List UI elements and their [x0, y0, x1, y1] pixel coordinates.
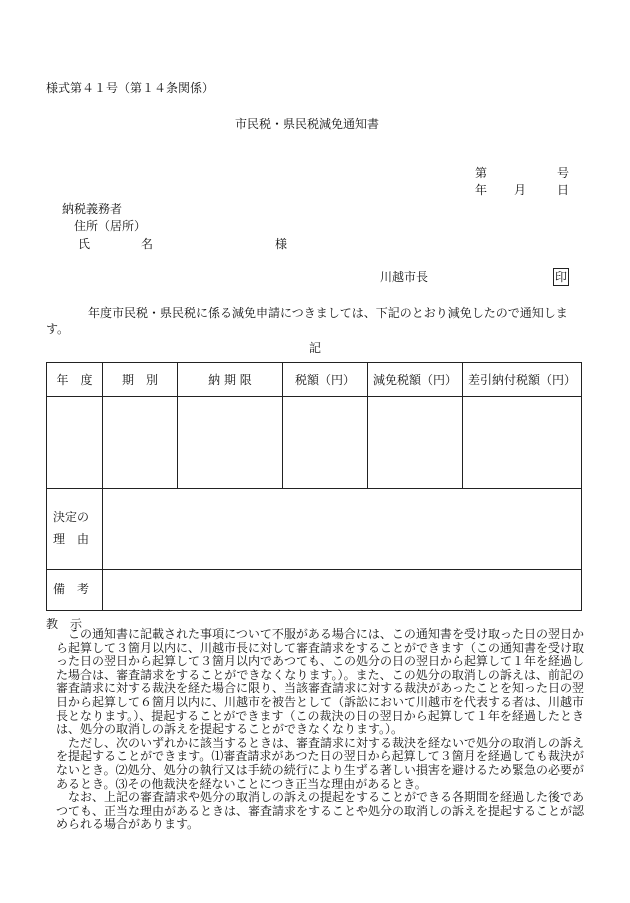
cell-tax-amount — [283, 397, 368, 489]
intro-text: 年度市民税・県民税に係る減免申請につきましては、下記のとおり減免したので通知します。 — [46, 306, 568, 336]
table-row — [47, 397, 582, 489]
honorific: 様 — [275, 237, 288, 251]
name-label-2: 名 — [141, 237, 154, 251]
remarks-row — [47, 570, 582, 611]
reason-row — [47, 489, 582, 570]
header-reduction-amount: 減免税額（円） — [368, 363, 463, 397]
cell-net-tax — [463, 397, 582, 489]
issuer-title: 川越市長 — [380, 270, 429, 284]
remarks-label: 備 考 — [47, 570, 103, 611]
table-header-row — [47, 363, 582, 397]
header-period: 期 別 — [103, 363, 178, 397]
cell-period — [103, 397, 178, 489]
notice-body — [56, 628, 584, 832]
date-day: 日 — [557, 183, 570, 197]
name-label-1: 氏 — [78, 237, 91, 251]
cell-due-date — [178, 397, 283, 489]
remarks-cell — [103, 570, 582, 611]
ki-label: 記 — [309, 341, 322, 355]
notice-paragraph: ただし、次のいずれかに該当するときは、審査請求に対する裁決を経ないで処分の取消しの訴えを提起することができます。⑴審査請求があつた日の翌日から起算して３箇月を経過しても裁決がないとき。⑵処分、処分の執行又は手続の続行により生ずる著しい損害を避けるため緊急の必要があるとき。⑶その他裁決を経ないことにつき正当な理由があるとき。 — [56, 735, 585, 791]
cell-fiscal-year — [47, 397, 103, 489]
header-due-date: 納 期 限 — [178, 363, 283, 397]
date-month: 月 — [514, 183, 527, 197]
doc-number-suffix: 号 — [557, 166, 570, 180]
notice-paragraph: なお、上記の審査請求や処分の取消しの訴えの提起をすることができる各期間を経過した後であつても、正当な理由があるときは、審査請求をすることや処分の取消しの訴えを提起することが認められる場合があります。 — [56, 790, 585, 832]
address-label: 住所（居所） — [74, 219, 147, 233]
reason-cell — [103, 489, 582, 570]
taxpayer-label: 納税義務者 — [62, 202, 123, 216]
notice-paragraph: この通知書に記載された事項について不服がある場合には、この通知書を受け取った日の翌日から起算して３箇月以内に、川越市長に対して審査請求をすることができます（この通知書を受け取った日の翌日から起算して３箇月以内であつても、この処分の日の翌日から起算して１年を経過した場合は、審査請求をすることができなくなります。）。また、この処分の取消しの訴えは、前記の審査請求に対する裁決を経た場合に限り、当該審査請求に対する裁決があったことを知った日の翌日から起算して６箇月以内に、川越市を被告として（訴訟において川越市を代表する者は、川越市長となります。）、提起することができます（この裁決の日の翌日から起算して１年を経過したときは、処分の取消しの訴えを提起することができなくなります。）。 — [56, 627, 585, 737]
tax-table — [46, 362, 582, 611]
header-tax-amount: 税額（円） — [283, 363, 368, 397]
header-fiscal-year: 年 度 — [47, 363, 103, 397]
document-title: 市民税・県民税減免通知書 — [235, 117, 380, 131]
form-number: 様式第４１号（第１４条関係） — [46, 81, 215, 95]
header-net-tax: 差引納付税額（円） — [463, 363, 582, 397]
doc-number-prefix: 第 — [475, 166, 488, 180]
seal-mark: 印 — [555, 270, 568, 284]
date-year: 年 — [475, 183, 488, 197]
cell-reduction-amount — [368, 397, 463, 489]
notice-heading: 教 示 — [46, 617, 83, 631]
reason-label: 決定の 理 由 — [47, 489, 103, 570]
